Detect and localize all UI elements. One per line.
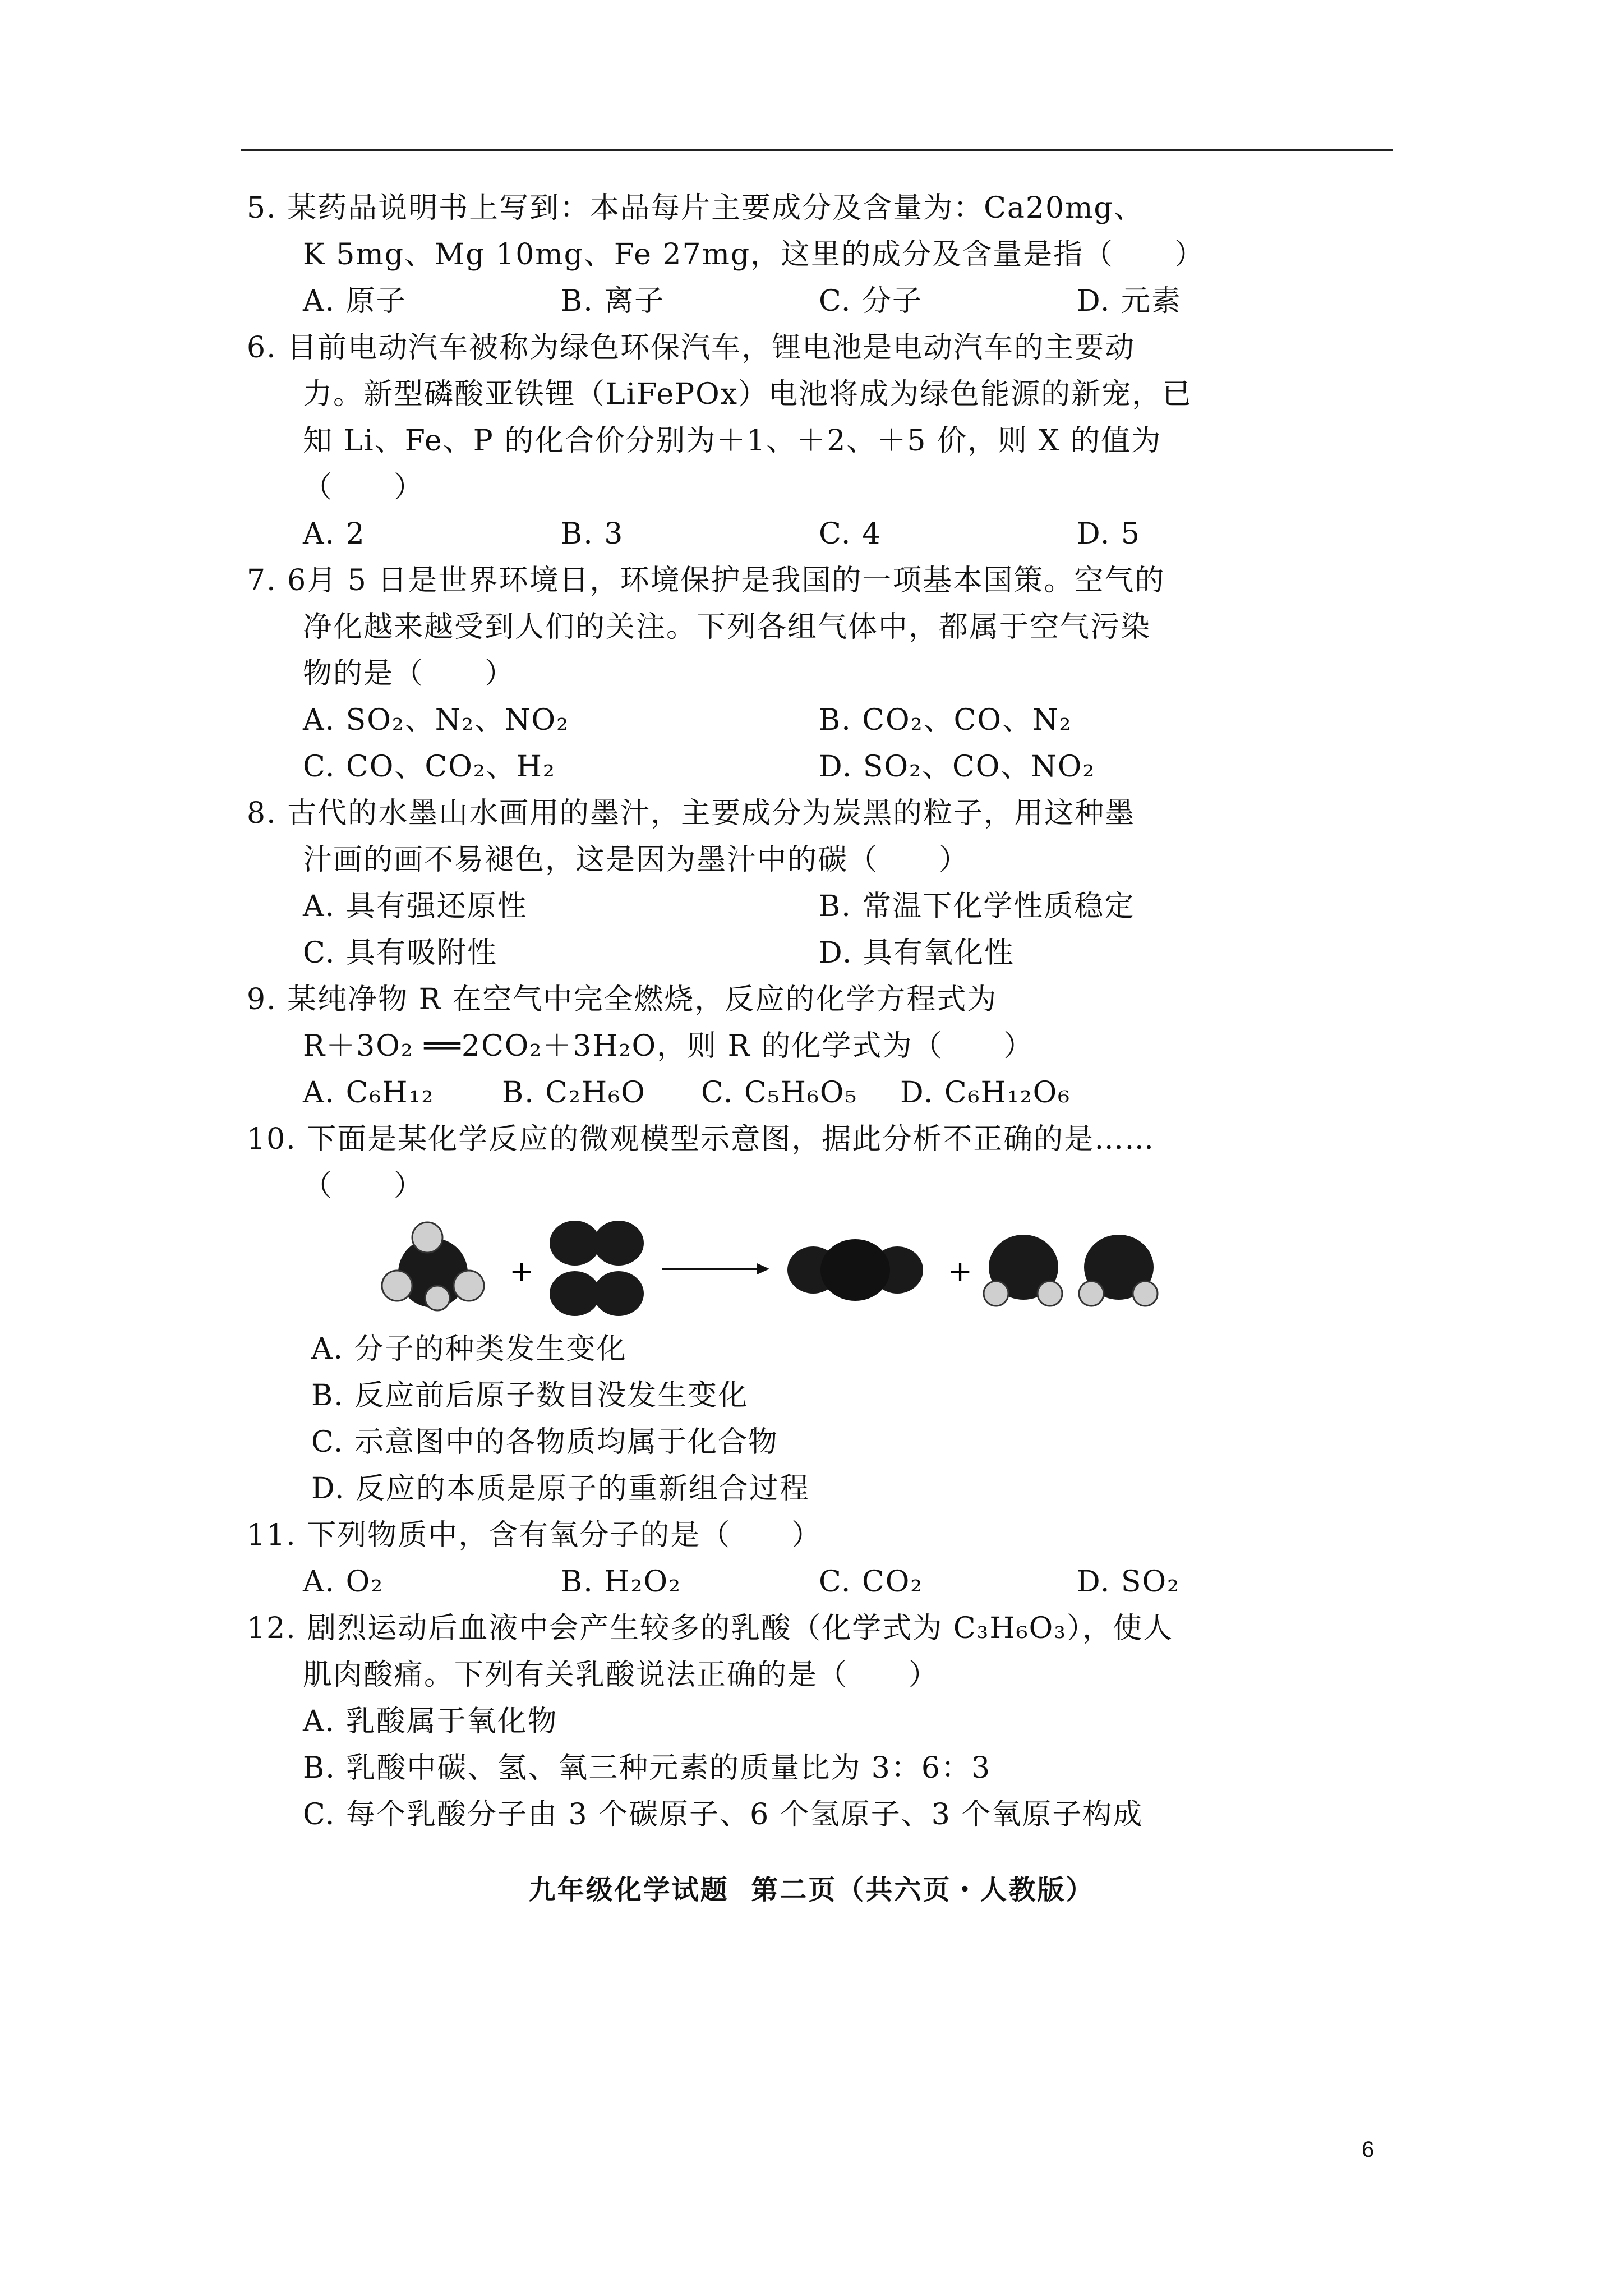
q7-options-row2 bbox=[247, 744, 1413, 790]
q6-option-b[interactable]: B. 3 bbox=[561, 517, 624, 551]
q9-option-d[interactable]: D. C₆H₁₂O₆ bbox=[900, 1076, 1071, 1110]
q7-option-a[interactable]: A. SO₂、N₂、NO₂ bbox=[303, 703, 570, 737]
q5-option-d[interactable]: D. 元素 bbox=[1077, 284, 1182, 318]
water-molecules bbox=[984, 1235, 1158, 1306]
q9-line1: 9. 某纯净物 R 在空气中完全燃烧，反应的化学方程式为 bbox=[247, 983, 998, 1016]
page-number: 6 bbox=[1362, 2137, 1375, 2162]
q12-option-b[interactable]: B. 乳酸中碳、氢、氧三种元素的质量比为 3：6：3 bbox=[303, 1751, 992, 1785]
q6-option-c[interactable]: C. 4 bbox=[819, 517, 882, 551]
q6-options bbox=[247, 511, 1413, 558]
question-7 bbox=[247, 558, 1413, 790]
plus-sign-2: + bbox=[948, 1255, 972, 1289]
carbon-dioxide-molecule bbox=[787, 1239, 923, 1301]
q8-option-b[interactable]: B. 常温下化学性质稳定 bbox=[819, 890, 1135, 923]
header-rule bbox=[241, 149, 1393, 151]
q8-line1: 8. 古代的水墨山水画用的墨汁，主要成分为炭黑的粒子，用这种墨 bbox=[247, 797, 1136, 830]
q8-line2: 汁画的画不易褪色，这是因为墨汁中的碳（ ） bbox=[303, 843, 970, 877]
reaction-model-svg bbox=[370, 1214, 1279, 1320]
q6-line4: （ ） bbox=[303, 471, 425, 504]
q10-option-d[interactable]: D. 反应的本质是原子的重新组合过程 bbox=[311, 1472, 810, 1506]
q7-line3: 物的是（ ） bbox=[303, 657, 515, 691]
exam-page bbox=[247, 185, 1413, 1838]
question-11 bbox=[247, 1512, 1413, 1605]
q10-option-c[interactable]: C. 示意图中的各物质均属于化合物 bbox=[311, 1425, 778, 1459]
plus-sign-1: + bbox=[509, 1255, 534, 1289]
q11-option-b[interactable]: B. H₂O₂ bbox=[561, 1565, 681, 1599]
q5-option-b[interactable]: B. 离子 bbox=[561, 284, 665, 318]
q12-line1: 12. 剧烈运动后血液中会产生较多的乳酸（化学式为 C₃H₆O₃），使人 bbox=[247, 1612, 1174, 1645]
q7-option-d[interactable]: D. SO₂、CO、NO₂ bbox=[819, 750, 1096, 784]
q9-option-b[interactable]: B. C₂H₆O bbox=[502, 1076, 646, 1110]
q5-option-a[interactable]: A. 原子 bbox=[303, 284, 407, 318]
footer-exam-title: 九年级化学试题 bbox=[528, 1874, 729, 1906]
q5-line1: 5. 某药品说明书上写到：本品每片主要成分及含量为：Ca20mg、 bbox=[247, 191, 1144, 225]
q9-line2: R＋3O₂ ══2CO₂＋3H₂O，则 R 的化学式为（ ） bbox=[303, 1029, 1034, 1063]
oxygen-molecules bbox=[550, 1221, 644, 1316]
q8-options-row1 bbox=[247, 884, 1413, 930]
q11-option-d[interactable]: D. SO₂ bbox=[1077, 1565, 1180, 1599]
q8-option-a[interactable]: A. 具有强还原性 bbox=[303, 890, 528, 923]
q10-option-a[interactable]: A. 分子的种类发生变化 bbox=[311, 1332, 627, 1366]
q5-option-c[interactable]: C. 分子 bbox=[819, 284, 923, 318]
q6-option-d[interactable]: D. 5 bbox=[1077, 517, 1141, 551]
question-12 bbox=[247, 1605, 1413, 1838]
q6-line2: 力。新型磷酸亚铁锂（LiFePOx）电池将成为绿色能源的新宠，已 bbox=[303, 378, 1193, 411]
q11-line1: 11. 下列物质中，含有氧分子的是（ ） bbox=[247, 1519, 822, 1552]
q10-option-b[interactable]: B. 反应前后原子数目没发生变化 bbox=[311, 1379, 749, 1412]
q8-options-row2 bbox=[247, 930, 1413, 977]
q11-option-a[interactable]: A. O₂ bbox=[303, 1565, 384, 1599]
question-6 bbox=[247, 325, 1413, 558]
q7-line2: 净化越来越受到人们的关注。下列各组气体中，都属于空气污染 bbox=[303, 610, 1151, 644]
q10-line1: 10. 下面是某化学反应的微观模型示意图，据此分析不正确的是…… bbox=[247, 1122, 1155, 1156]
reaction-diagram bbox=[247, 1214, 1413, 1320]
q12-option-a[interactable]: A. 乳酸属于氧化物 bbox=[303, 1705, 558, 1738]
q8-option-c[interactable]: C. 具有吸附性 bbox=[303, 936, 497, 970]
page-footer bbox=[0, 1868, 1623, 1907]
q7-line1: 7. 6月 5 日是世界环境日，环境保护是我国的一项基本国策。空气的 bbox=[247, 564, 1165, 597]
question-10 bbox=[247, 1116, 1413, 1512]
q9-options bbox=[247, 1070, 1413, 1116]
question-8 bbox=[247, 790, 1413, 977]
q9-option-c[interactable]: C. C₅H₆O₅ bbox=[701, 1076, 858, 1110]
q12-line2: 肌肉酸痛。下列有关乳酸说法正确的是（ ） bbox=[303, 1658, 939, 1692]
q7-option-b[interactable]: B. CO₂、CO、N₂ bbox=[819, 703, 1072, 737]
q6-option-a[interactable]: A. 2 bbox=[303, 517, 366, 551]
q10-line2: （ ） bbox=[303, 1169, 425, 1203]
footer-page-info: 第二页（共六页・人教版） bbox=[751, 1874, 1095, 1906]
question-5 bbox=[247, 185, 1413, 325]
q5-line2: K 5mg、Mg 10mg、Fe 27mg，这里的成分及含量是指（ ） bbox=[303, 238, 1205, 272]
q6-line1: 6. 目前电动汽车被称为绿色环保汽车，锂电池是电动汽车的主要动 bbox=[247, 331, 1136, 365]
q9-option-a[interactable]: A. C₆H₁₂ bbox=[303, 1076, 435, 1110]
question-9 bbox=[247, 977, 1413, 1116]
reaction-arrow bbox=[662, 1263, 769, 1274]
q7-option-c[interactable]: C. CO、CO₂、H₂ bbox=[303, 750, 556, 784]
methane-molecule bbox=[382, 1222, 484, 1310]
q8-option-d[interactable]: D. 具有氧化性 bbox=[819, 936, 1015, 970]
q11-option-c[interactable]: C. CO₂ bbox=[819, 1565, 924, 1599]
q11-options bbox=[247, 1559, 1413, 1605]
q12-option-c[interactable]: C. 每个乳酸分子由 3 个碳原子、6 个氢原子、3 个氧原子构成 bbox=[303, 1798, 1144, 1832]
q5-options bbox=[247, 278, 1413, 325]
q6-line3: 知 Li、Fe、P 的化合价分别为＋1、＋2、＋5 价，则 X 的值为 bbox=[303, 424, 1162, 458]
q7-options-row1 bbox=[247, 697, 1413, 744]
